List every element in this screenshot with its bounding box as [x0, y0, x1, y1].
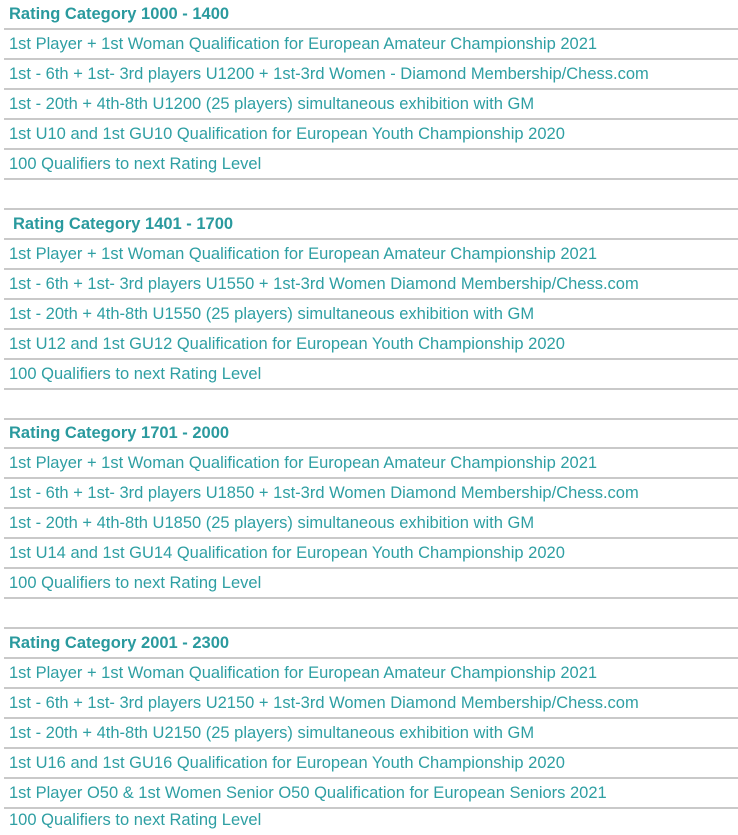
spacer-row [4, 599, 738, 629]
prize-row: 1st - 6th + 1st- 3rd players U1550 + 1st-3rd Women Diamond Membership/Chess.com [4, 270, 738, 300]
prize-row: 1st Player O50 & 1st Women Senior O50 Qualification for European Seniors 2021 [4, 779, 738, 809]
prize-row: 1st - 6th + 1st- 3rd players U1850 + 1st-3rd Women Diamond Membership/Chess.com [4, 479, 738, 509]
prize-row: 1st - 20th + 4th-8th U1200 (25 players) simultaneous exhibition with GM [4, 90, 738, 120]
prize-row: 1st - 20th + 4th-8th U1850 (25 players) simultaneous exhibition with GM [4, 509, 738, 539]
prize-row: 100 Qualifiers to next Rating Level [4, 150, 738, 180]
prize-row: 1st Player + 1st Woman Qualification for European Amateur Championship 2021 [4, 449, 738, 479]
category-heading: Rating Category 1701 - 2000 [4, 419, 738, 449]
category-heading: Rating Category 2001 - 2300 [4, 629, 738, 659]
prize-row: 1st Player + 1st Woman Qualification for European Amateur Championship 2021 [4, 240, 738, 270]
prize-row: 100 Qualifiers to next Rating Level [4, 569, 738, 599]
prize-row: 1st U10 and 1st GU10 Qualification for European Youth Championship 2020 [4, 120, 738, 150]
prize-row: 1st - 20th + 4th-8th U2150 (25 players) simultaneous exhibition with GM [4, 719, 738, 749]
spacer-row [4, 390, 738, 420]
prize-row: 1st - 6th + 1st- 3rd players U2150 + 1st-3rd Women Diamond Membership/Chess.com [4, 689, 738, 719]
category-heading: Rating Category 1401 - 1700 [4, 210, 738, 240]
category-heading: Rating Category 1000 - 1400 [4, 0, 738, 30]
prize-row: 100 Qualifiers to next Rating Level [4, 360, 738, 390]
prize-row: 1st U16 and 1st GU16 Qualification for European Youth Championship 2020 [4, 749, 738, 779]
prize-row: 1st Player + 1st Woman Qualification for European Amateur Championship 2021 [4, 659, 738, 689]
spacer-row [4, 180, 738, 210]
prize-row: 1st - 6th + 1st- 3rd players U1200 + 1st-3rd Women - Diamond Membership/Chess.com [4, 60, 738, 90]
prize-row: 1st - 20th + 4th-8th U1550 (25 players) simultaneous exhibition with GM [4, 300, 738, 330]
prize-row: 1st Player + 1st Woman Qualification for European Amateur Championship 2021 [4, 30, 738, 60]
prize-row: 100 Qualifiers to next Rating Level [9, 811, 262, 829]
prize-row: 1st U14 and 1st GU14 Qualification for European Youth Championship 2020 [4, 539, 738, 569]
prize-row: 1st U12 and 1st GU12 Qualification for European Youth Championship 2020 [4, 330, 738, 360]
